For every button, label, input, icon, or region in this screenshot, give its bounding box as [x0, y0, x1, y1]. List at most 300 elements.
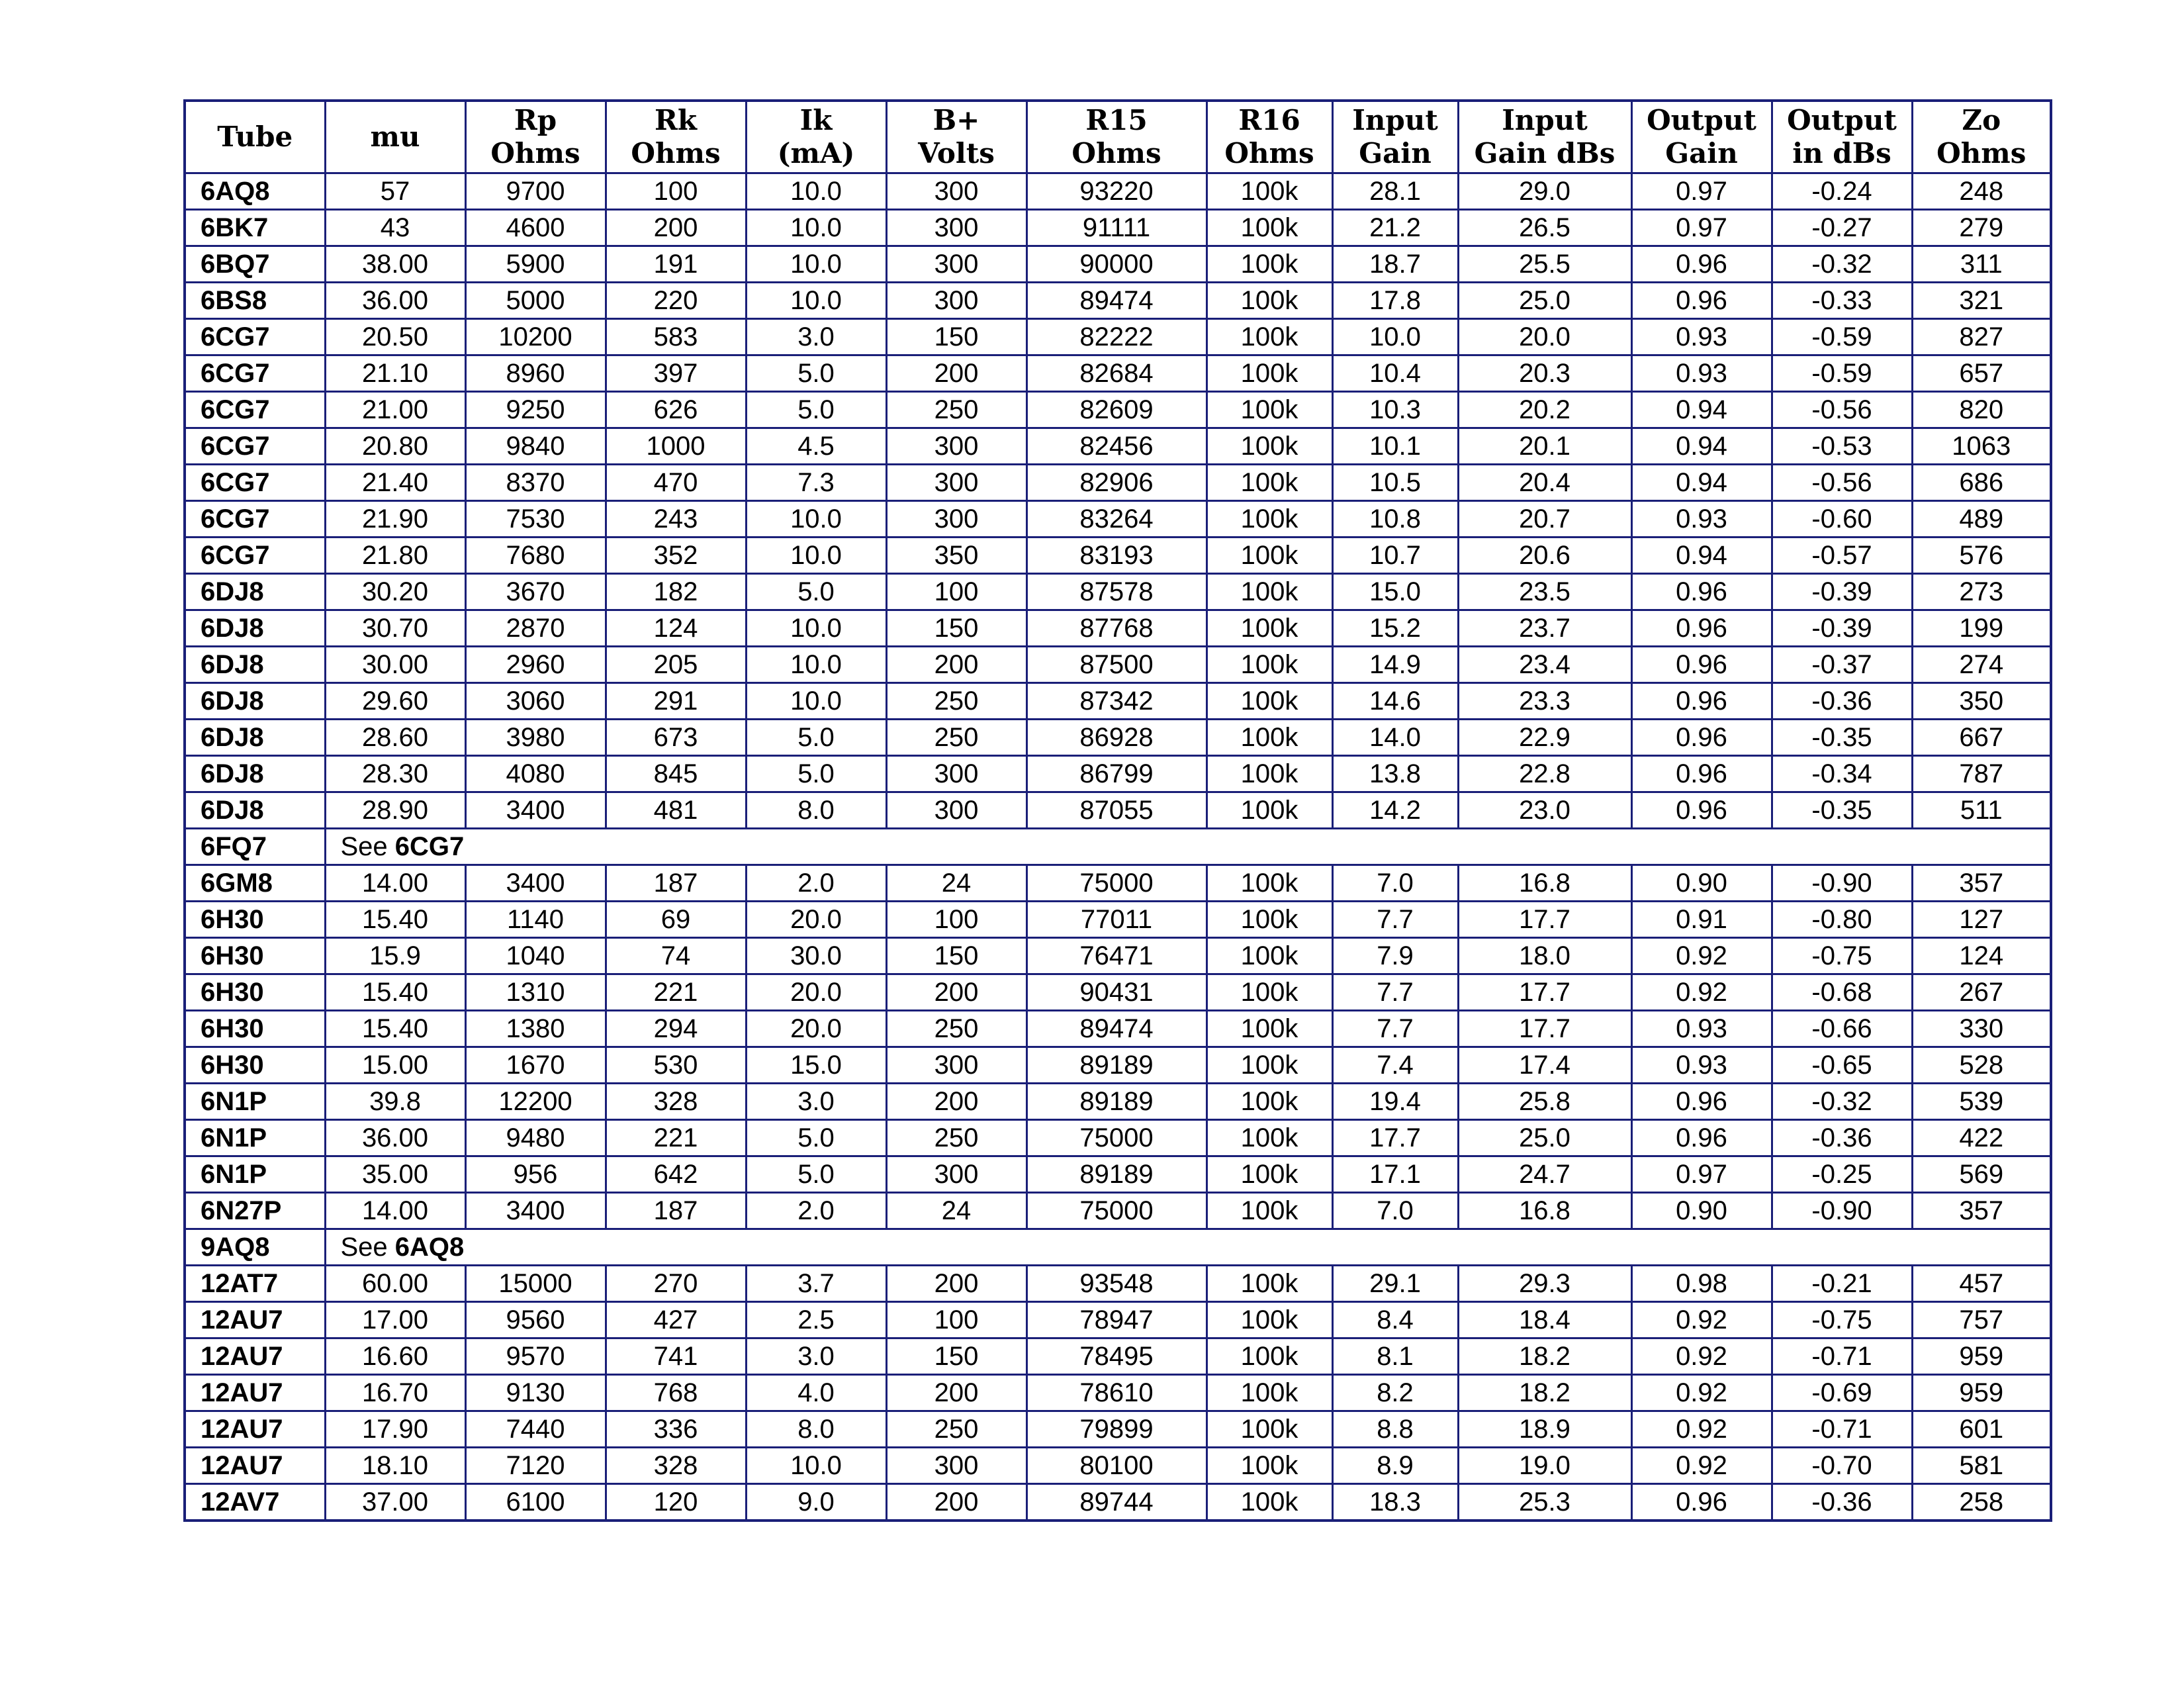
tube-name-cell: 6CG7 [185, 355, 325, 392]
table-cell: 13.8 [1332, 756, 1458, 792]
table-cell: 17.7 [1458, 1011, 1631, 1047]
column-header [886, 101, 1026, 173]
table-cell: -0.32 [1772, 246, 1912, 283]
table-cell: 7.7 [1332, 1011, 1458, 1047]
table-row [185, 683, 2051, 720]
table-cell: 0.90 [1631, 1193, 1772, 1229]
table-cell: 959 [1912, 1338, 2051, 1375]
table-cell: 25.3 [1458, 1484, 1631, 1521]
table-cell: 8.8 [1332, 1411, 1458, 1448]
table-row [185, 1120, 2051, 1156]
table-cell: 300 [886, 173, 1026, 210]
table-cell: 0.96 [1631, 246, 1772, 283]
table-cell: 78947 [1026, 1302, 1206, 1338]
table-cell: 5.0 [746, 1120, 886, 1156]
table-cell: 0.96 [1631, 610, 1772, 647]
table-cell: -0.69 [1772, 1375, 1912, 1411]
table-cell: -0.65 [1772, 1047, 1912, 1084]
column-header-line: Tube [217, 120, 293, 153]
table-row [185, 1338, 2051, 1375]
table-cell: 28.30 [325, 756, 465, 792]
table-cell: 100 [886, 902, 1026, 938]
table-cell: 0.96 [1631, 283, 1772, 319]
table-cell: 9250 [465, 392, 606, 428]
table-cell: 60.00 [325, 1266, 465, 1302]
column-header-line: R15 [1085, 104, 1148, 136]
table-cell: 2.0 [746, 865, 886, 902]
table-cell: 0.94 [1631, 465, 1772, 501]
table-cell: 3400 [465, 792, 606, 829]
table-cell: 100k [1206, 501, 1332, 538]
table-row [185, 720, 2051, 756]
table-cell: 29.60 [325, 683, 465, 720]
table-cell: 3400 [465, 865, 606, 902]
table-cell: -0.75 [1772, 938, 1912, 974]
table-cell: 10.4 [1332, 355, 1458, 392]
table-cell: 89474 [1026, 1011, 1206, 1047]
table-cell: 86799 [1026, 756, 1206, 792]
see-reference-cell [325, 829, 2051, 865]
table-cell: 528 [1912, 1047, 2051, 1084]
table-cell: 100k [1206, 392, 1332, 428]
tube-name-cell: 6CG7 [185, 465, 325, 501]
table-row [185, 938, 2051, 974]
table-cell: 82906 [1026, 465, 1206, 501]
column-header [1332, 101, 1458, 173]
table-cell: 5900 [465, 246, 606, 283]
table-cell: 321 [1912, 283, 2051, 319]
column-header-line: R16 [1238, 104, 1300, 136]
table-cell: 0.94 [1631, 428, 1772, 465]
table-cell: 7.3 [746, 465, 886, 501]
table-cell: 20.6 [1458, 538, 1631, 574]
table-cell: 25.0 [1458, 283, 1631, 319]
tube-name-cell: 6H30 [185, 902, 325, 938]
table-row [185, 1084, 2051, 1120]
table-row [185, 756, 2051, 792]
table-cell: 23.4 [1458, 647, 1631, 683]
table-row [185, 647, 2051, 683]
table-cell: 38.00 [325, 246, 465, 283]
table-cell: 20.0 [746, 974, 886, 1011]
table-cell: 300 [886, 792, 1026, 829]
table-cell: 21.90 [325, 501, 465, 538]
table-cell: 10.8 [1332, 501, 1458, 538]
table-cell: 8.0 [746, 792, 886, 829]
table-cell: 82684 [1026, 355, 1206, 392]
table-cell: 0.93 [1631, 501, 1772, 538]
column-header [1026, 101, 1206, 173]
table-row [185, 1448, 2051, 1484]
table-cell: 221 [606, 974, 746, 1011]
tube-name-cell: 6CG7 [185, 319, 325, 355]
table-cell: 200 [886, 355, 1026, 392]
table-cell: 0.93 [1631, 355, 1772, 392]
table-cell: 17.4 [1458, 1047, 1631, 1084]
table-cell: 87768 [1026, 610, 1206, 647]
column-header-line: Zo [1962, 104, 2001, 136]
table-cell: 100k [1206, 756, 1332, 792]
table-cell: 17.7 [1458, 902, 1631, 938]
table-cell: 422 [1912, 1120, 2051, 1156]
table-cell: 100k [1206, 1011, 1332, 1047]
table-cell: 539 [1912, 1084, 2051, 1120]
table-cell: 10.0 [746, 538, 886, 574]
table-cell: 1310 [465, 974, 606, 1011]
column-header-line: B+ [933, 104, 980, 136]
table-cell: 10.0 [746, 647, 886, 683]
table-cell: 2960 [465, 647, 606, 683]
table-cell: -0.90 [1772, 865, 1912, 902]
see-prefix: See [340, 1233, 388, 1262]
table-cell: 25.5 [1458, 246, 1631, 283]
table-cell: 9480 [465, 1120, 606, 1156]
table-cell: 9840 [465, 428, 606, 465]
table-cell: 9130 [465, 1375, 606, 1411]
table-cell: 1380 [465, 1011, 606, 1047]
table-cell: 601 [1912, 1411, 2051, 1448]
table-cell: 673 [606, 720, 746, 756]
table-cell: 191 [606, 246, 746, 283]
table-cell: 2.0 [746, 1193, 886, 1229]
table-cell: 470 [606, 465, 746, 501]
table-cell: 200 [606, 210, 746, 246]
table-cell: 78610 [1026, 1375, 1206, 1411]
table-cell: 205 [606, 647, 746, 683]
column-header [746, 101, 886, 173]
table-cell: 0.92 [1631, 1448, 1772, 1484]
table-cell: 100k [1206, 319, 1332, 355]
table-row [185, 1229, 2051, 1266]
table-cell: 397 [606, 355, 746, 392]
table-cell: 336 [606, 1411, 746, 1448]
see-reference-tube: 6CG7 [394, 832, 465, 861]
table-cell: 15.2 [1332, 610, 1458, 647]
table-cell: 100k [1206, 1120, 1332, 1156]
table-cell: 89189 [1026, 1156, 1206, 1193]
table-cell: 0.94 [1631, 392, 1772, 428]
table-cell: 43 [325, 210, 465, 246]
table-cell: 150 [886, 319, 1026, 355]
table-cell: 569 [1912, 1156, 2051, 1193]
table-cell: 24.7 [1458, 1156, 1631, 1193]
table-cell: -0.59 [1772, 355, 1912, 392]
table-cell: 15.9 [325, 938, 465, 974]
tube-name-cell: 6DJ8 [185, 647, 325, 683]
table-cell: 90000 [1026, 246, 1206, 283]
table-cell: 25.8 [1458, 1084, 1631, 1120]
table-cell: 0.96 [1631, 756, 1772, 792]
table-cell: 16.8 [1458, 1193, 1631, 1229]
table-cell: 75000 [1026, 1193, 1206, 1229]
table-cell: 150 [886, 938, 1026, 974]
table-cell: 300 [886, 246, 1026, 283]
table-row [185, 173, 2051, 210]
table-cell: 29.1 [1332, 1266, 1458, 1302]
tube-name-cell: 6DJ8 [185, 720, 325, 756]
table-row [185, 501, 2051, 538]
column-header-line: Ohms [1224, 137, 1314, 169]
table-cell: 427 [606, 1302, 746, 1338]
table-cell: 100 [606, 173, 746, 210]
table-cell: 90431 [1026, 974, 1206, 1011]
tube-name-cell: 6H30 [185, 974, 325, 1011]
table-cell: 187 [606, 1193, 746, 1229]
table-cell: 258 [1912, 1484, 2051, 1521]
table-cell: -0.71 [1772, 1411, 1912, 1448]
table-cell: 0.96 [1631, 1484, 1772, 1521]
table-cell: 21.2 [1332, 210, 1458, 246]
table-cell: 0.96 [1631, 647, 1772, 683]
table-cell: 686 [1912, 465, 2051, 501]
column-header-line: Ohms [1071, 137, 1161, 169]
table-cell: 741 [606, 1338, 746, 1375]
table-cell: 0.96 [1631, 574, 1772, 610]
tube-name-cell: 6DJ8 [185, 574, 325, 610]
table-cell: 16.70 [325, 1375, 465, 1411]
table-cell: 827 [1912, 319, 2051, 355]
table-cell: 4600 [465, 210, 606, 246]
table-cell: 2.5 [746, 1302, 886, 1338]
table-cell: 1000 [606, 428, 746, 465]
table-cell: 457 [1912, 1266, 2051, 1302]
table-cell: 330 [1912, 1011, 2051, 1047]
table-cell: 18.10 [325, 1448, 465, 1484]
tube-name-cell: 6BS8 [185, 283, 325, 319]
table-row [185, 1047, 2051, 1084]
table-cell: 820 [1912, 392, 2051, 428]
table-row [185, 1484, 2051, 1521]
table-cell: 83264 [1026, 501, 1206, 538]
table-cell: 0.92 [1631, 1375, 1772, 1411]
table-cell: 100 [886, 574, 1026, 610]
table-cell: 250 [886, 392, 1026, 428]
table-cell: 8.0 [746, 1411, 886, 1448]
table-cell: 93220 [1026, 173, 1206, 210]
table-cell: 100k [1206, 720, 1332, 756]
tube-name-cell: 12AT7 [185, 1266, 325, 1302]
table-cell: 127 [1912, 902, 2051, 938]
table-cell: 80100 [1026, 1448, 1206, 1484]
table-cell: -0.59 [1772, 319, 1912, 355]
table-cell: 300 [886, 501, 1026, 538]
table-cell: 0.92 [1631, 1338, 1772, 1375]
table-cell: -0.36 [1772, 683, 1912, 720]
table-cell: 10.1 [1332, 428, 1458, 465]
tube-name-cell: 6N1P [185, 1156, 325, 1193]
table-cell: 30.0 [746, 938, 886, 974]
table-cell: -0.33 [1772, 283, 1912, 319]
table-cell: 100k [1206, 1302, 1332, 1338]
table-cell: -0.66 [1772, 1011, 1912, 1047]
table-cell: 23.3 [1458, 683, 1631, 720]
table-cell: 87500 [1026, 647, 1206, 683]
table-cell: 7.7 [1332, 902, 1458, 938]
table-cell: 10200 [465, 319, 606, 355]
table-row [185, 865, 2051, 902]
table-cell: 9.0 [746, 1484, 886, 1521]
table-cell: 626 [606, 392, 746, 428]
table-cell: -0.90 [1772, 1193, 1912, 1229]
table-cell: 5.0 [746, 392, 886, 428]
table-cell: 18.4 [1458, 1302, 1631, 1338]
table-cell: 14.0 [1332, 720, 1458, 756]
column-header [465, 101, 606, 173]
column-header-line: Gain [1665, 137, 1738, 169]
table-cell: 350 [1912, 683, 2051, 720]
table-cell: 26.5 [1458, 210, 1631, 246]
table-cell: 20.50 [325, 319, 465, 355]
column-header-line: Input [1352, 104, 1438, 136]
table-cell: 18.9 [1458, 1411, 1631, 1448]
table-cell: -0.71 [1772, 1338, 1912, 1375]
table-cell: 16.60 [325, 1338, 465, 1375]
table-cell: 30.00 [325, 647, 465, 683]
table-cell: 22.9 [1458, 720, 1631, 756]
table-cell: 20.0 [746, 902, 886, 938]
table-cell: 14.6 [1332, 683, 1458, 720]
table-cell: 8370 [465, 465, 606, 501]
table-cell: 75000 [1026, 1120, 1206, 1156]
table-cell: 20.0 [1458, 319, 1631, 355]
tube-name-cell: 6H30 [185, 1011, 325, 1047]
table-cell: 959 [1912, 1375, 2051, 1411]
table-cell: 8960 [465, 355, 606, 392]
tube-name-cell: 6CG7 [185, 392, 325, 428]
table-cell: 17.90 [325, 1411, 465, 1448]
table-row [185, 1193, 2051, 1229]
table-cell: 9560 [465, 1302, 606, 1338]
table-cell: 36.00 [325, 1120, 465, 1156]
table-cell: 0.93 [1631, 1011, 1772, 1047]
table-cell: 8.4 [1332, 1302, 1458, 1338]
table-cell: 300 [886, 283, 1026, 319]
table-cell: -0.60 [1772, 501, 1912, 538]
table-cell: 357 [1912, 1193, 2051, 1229]
table-cell: 200 [886, 1084, 1026, 1120]
table-cell: 124 [1912, 938, 2051, 974]
table-cell: 221 [606, 1120, 746, 1156]
table-row [185, 829, 2051, 865]
table-cell: 100k [1206, 1484, 1332, 1521]
column-header-line: Ohms [490, 137, 580, 169]
table-cell: 20.3 [1458, 355, 1631, 392]
table-cell: 86928 [1026, 720, 1206, 756]
table-cell: -0.25 [1772, 1156, 1912, 1193]
table-cell: 250 [886, 1120, 1026, 1156]
table-cell: 200 [886, 647, 1026, 683]
table-cell: 100k [1206, 683, 1332, 720]
table-cell: 89474 [1026, 283, 1206, 319]
table-cell: 10.5 [1332, 465, 1458, 501]
table-cell: 3.7 [746, 1266, 886, 1302]
table-cell: 18.0 [1458, 938, 1631, 974]
see-prefix: See [340, 832, 388, 861]
table-cell: 25.0 [1458, 1120, 1631, 1156]
table-cell: 5.0 [746, 355, 886, 392]
table-cell: 8.9 [1332, 1448, 1458, 1484]
table-cell: 28.1 [1332, 173, 1458, 210]
table-cell: -0.68 [1772, 974, 1912, 1011]
table-cell: 20.2 [1458, 392, 1631, 428]
table-cell: 37.00 [325, 1484, 465, 1521]
table-cell: 10.0 [746, 210, 886, 246]
table-cell: 78495 [1026, 1338, 1206, 1375]
table-cell: 100k [1206, 428, 1332, 465]
table-cell: -0.36 [1772, 1484, 1912, 1521]
table-row [185, 1302, 2051, 1338]
table-cell: 120 [606, 1484, 746, 1521]
table-cell: 100k [1206, 865, 1332, 902]
table-cell: 481 [606, 792, 746, 829]
table-cell: 17.7 [1332, 1120, 1458, 1156]
table-cell: 100k [1206, 1448, 1332, 1484]
table-cell: 7530 [465, 501, 606, 538]
table-cell: 100k [1206, 574, 1332, 610]
table-cell: 14.00 [325, 1193, 465, 1229]
table-cell: 1040 [465, 938, 606, 974]
table-cell: 15.0 [1332, 574, 1458, 610]
table-cell: -0.37 [1772, 647, 1912, 683]
table-cell: 1063 [1912, 428, 2051, 465]
column-header-line: Gain dBs [1474, 137, 1615, 169]
table-cell: 357 [1912, 865, 2051, 902]
table-cell: -0.24 [1772, 173, 1912, 210]
table-cell: 15.40 [325, 1011, 465, 1047]
table-cell: 28.90 [325, 792, 465, 829]
column-header-line: Rk [654, 104, 697, 136]
tube-name-cell: 6DJ8 [185, 792, 325, 829]
table-cell: 250 [886, 1411, 1026, 1448]
table-cell: 15.0 [746, 1047, 886, 1084]
table-row [185, 246, 2051, 283]
column-header-line: Ohms [1936, 137, 2026, 169]
column-header-line: Ohms [631, 137, 721, 169]
table-cell: 18.2 [1458, 1338, 1631, 1375]
table-cell: 5.0 [746, 756, 886, 792]
table-cell: 3.0 [746, 1338, 886, 1375]
column-header-line: Output [1787, 104, 1897, 136]
table-cell: 91111 [1026, 210, 1206, 246]
table-cell: 29.0 [1458, 173, 1631, 210]
column-header [1631, 101, 1772, 173]
table-cell: 100k [1206, 647, 1332, 683]
table-cell: 20.80 [325, 428, 465, 465]
table-cell: -0.75 [1772, 1302, 1912, 1338]
column-header-line: Volts [918, 137, 995, 169]
table-cell: -0.36 [1772, 1120, 1912, 1156]
table-row [185, 538, 2051, 574]
table-cell: 15.40 [325, 974, 465, 1011]
table-cell: 250 [886, 683, 1026, 720]
column-header-line: Rp [514, 104, 557, 136]
table-cell: 8.2 [1332, 1375, 1458, 1411]
table-cell: 89189 [1026, 1084, 1206, 1120]
table-cell: 328 [606, 1448, 746, 1484]
table-cell: 583 [606, 319, 746, 355]
see-reference-tube: 6AQ8 [394, 1233, 465, 1262]
table-row [185, 974, 2051, 1011]
table-cell: 18.2 [1458, 1375, 1631, 1411]
tube-name-cell: 6CG7 [185, 501, 325, 538]
table-cell: 8.1 [1332, 1338, 1458, 1375]
table-cell: 248 [1912, 173, 2051, 210]
tube-name-cell: 6H30 [185, 1047, 325, 1084]
tube-name-cell: 12AU7 [185, 1338, 325, 1375]
table-cell: 3.0 [746, 319, 886, 355]
column-header [1206, 101, 1332, 173]
column-header-line: Input [1502, 104, 1588, 136]
